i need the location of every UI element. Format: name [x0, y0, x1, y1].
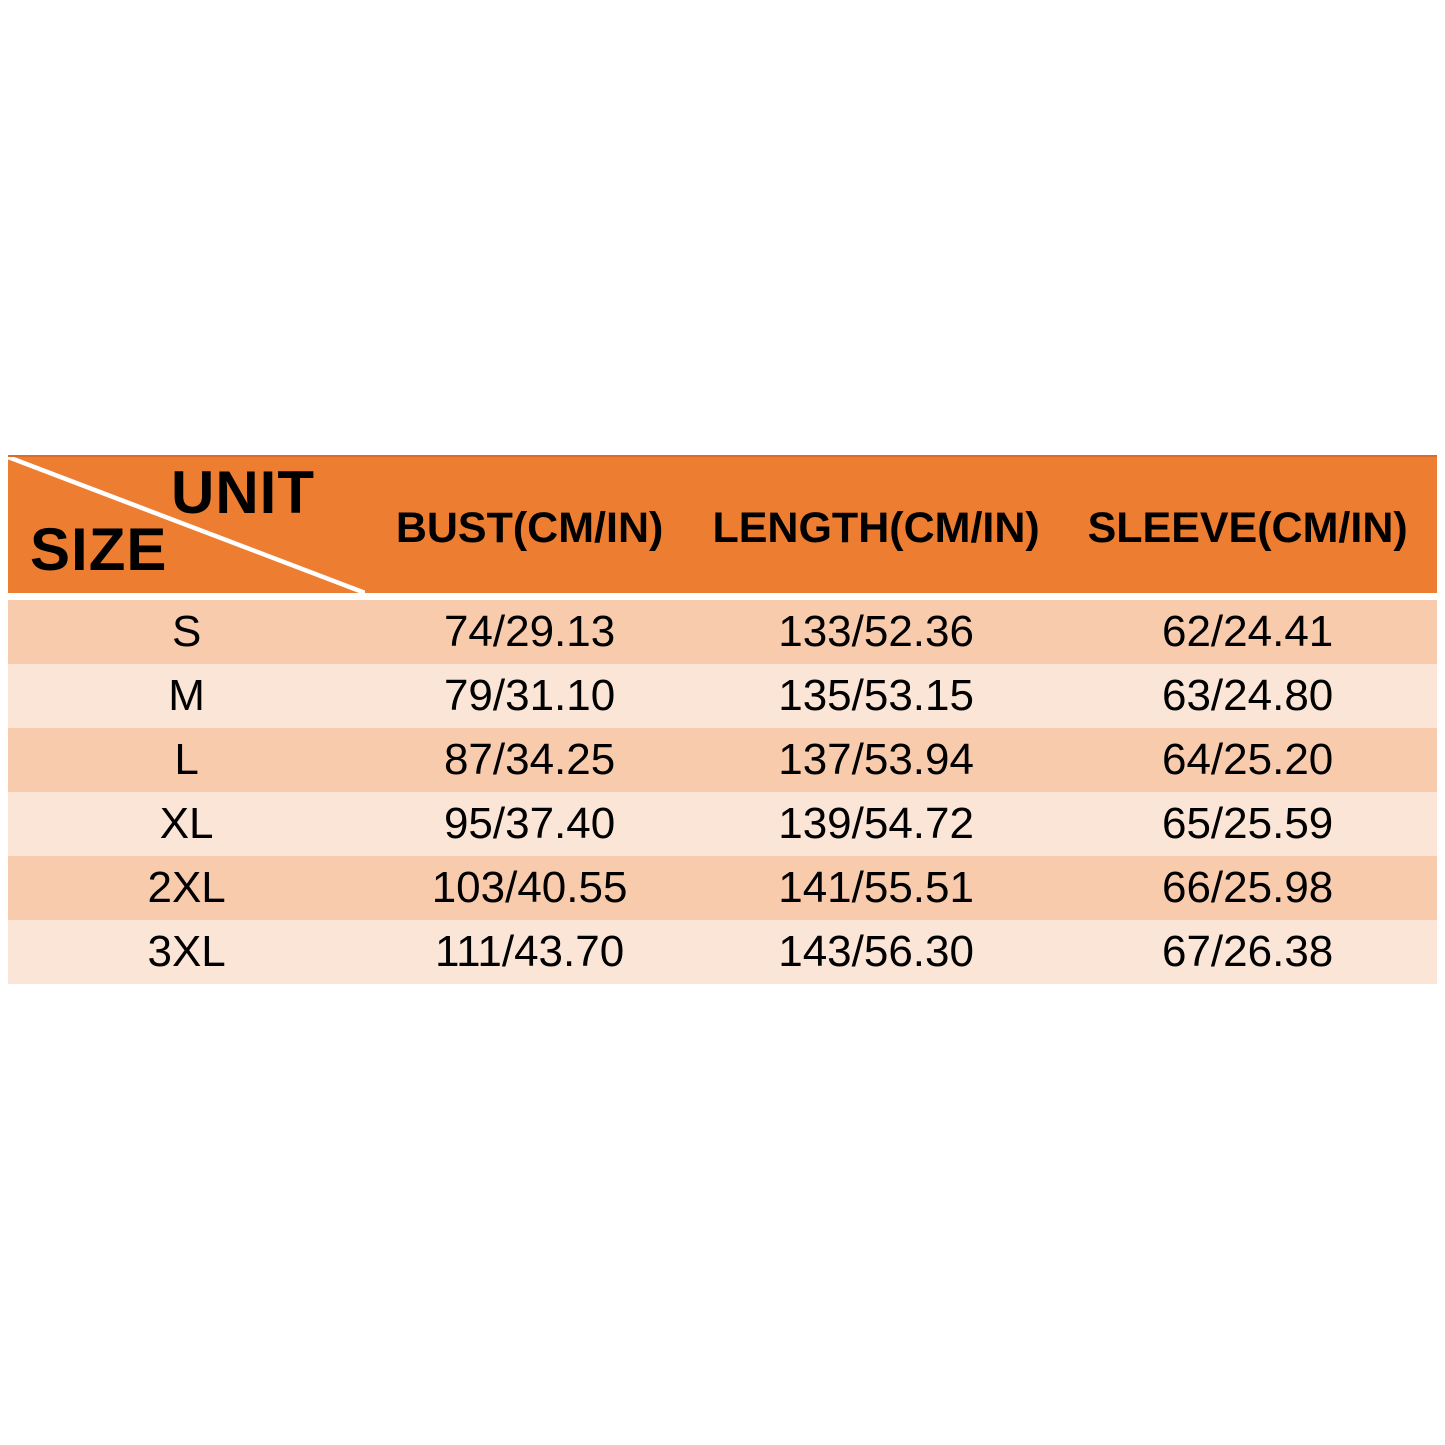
table-row-xl — [8, 792, 1437, 856]
size-cell: M — [168, 671, 205, 720]
table-header-row — [8, 455, 1437, 593]
length-cell: 135/53.15 — [778, 671, 974, 720]
table-row-m — [8, 664, 1437, 728]
size-cell: 2XL — [147, 863, 226, 912]
column-header-sleeve: SLEEVE(CM/IN) — [1087, 503, 1408, 552]
table-row-3xl — [8, 920, 1437, 984]
column-header-length: LENGTH(CM/IN) — [712, 503, 1040, 552]
corner-size-label: SIZE — [30, 516, 168, 583]
bust-cell: 74/29.13 — [443, 607, 616, 656]
bust-cell: 111/43.70 — [434, 927, 625, 976]
sleeve-cell: 67/26.38 — [1161, 927, 1334, 976]
bust-cell: 95/37.40 — [443, 799, 616, 848]
table-row-s — [8, 600, 1437, 664]
corner-unit-label: UNIT — [171, 459, 315, 526]
sleeve-cell: 64/25.20 — [1161, 735, 1334, 784]
corner-cell — [8, 457, 365, 593]
bust-cell: 87/34.25 — [443, 735, 616, 784]
column-header-bust: BUST(CM/IN) — [395, 503, 664, 552]
length-cell: 141/55.51 — [778, 863, 974, 912]
length-cell: 137/53.94 — [778, 735, 974, 784]
sleeve-cell: 62/24.41 — [1161, 607, 1334, 656]
size-cell: XL — [159, 799, 214, 848]
size-chart-table — [8, 455, 1437, 984]
sleeve-cell: 65/25.59 — [1161, 799, 1334, 848]
bust-cell: 79/31.10 — [443, 671, 616, 720]
size-cell: L — [174, 735, 199, 784]
table-row-2xl — [8, 856, 1437, 920]
length-cell: 139/54.72 — [778, 799, 974, 848]
size-cell: 3XL — [147, 927, 226, 976]
length-cell: 143/56.30 — [778, 927, 974, 976]
length-cell: 133/52.36 — [778, 607, 974, 656]
table-row-l — [8, 728, 1437, 792]
sleeve-cell: 63/24.80 — [1161, 671, 1334, 720]
sleeve-cell: 66/25.98 — [1161, 863, 1334, 912]
bust-cell: 103/40.55 — [431, 863, 628, 912]
size-cell: S — [171, 607, 202, 656]
